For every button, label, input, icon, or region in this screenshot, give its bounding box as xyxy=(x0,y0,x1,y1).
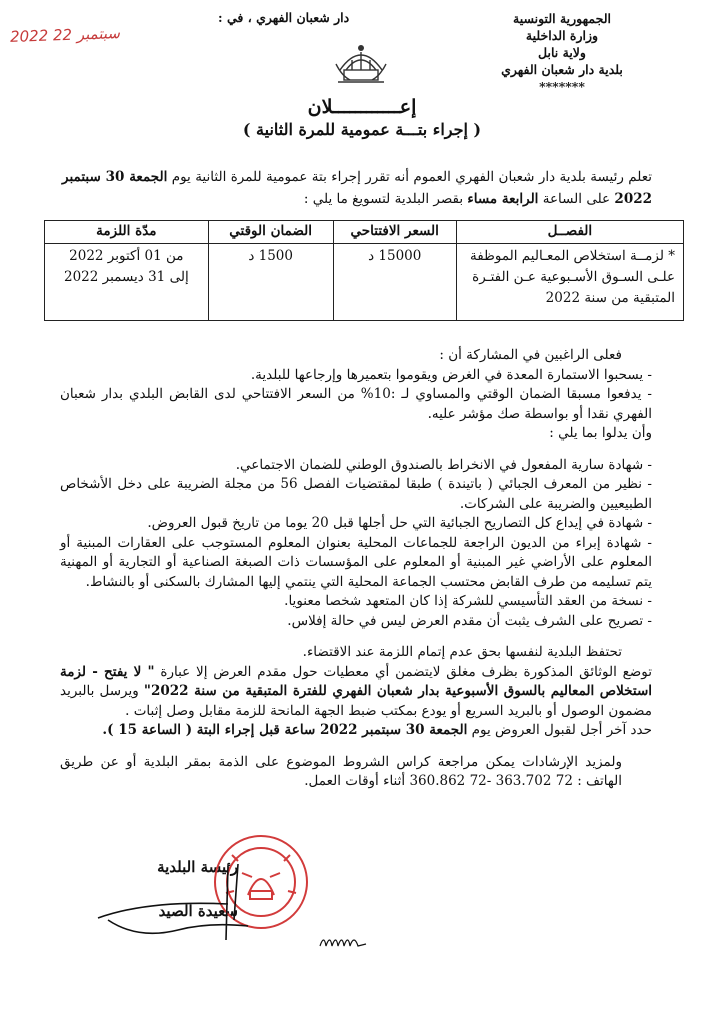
signatory-title: رئيسة البلدية xyxy=(157,858,238,876)
intro-text: تعلم رئيسة بلدية دار شعبان الفهري العموم أنه تقرر إجراء بتة عمومية للمرة الثانية يوم xyxy=(171,169,652,185)
announcement-title: إعــــــــــــلان xyxy=(307,96,417,118)
concession-table xyxy=(44,220,684,321)
paragraph: - نسخة من العقد التأسيسي للشركة إذا كان المتعهد شخصا معنويا. xyxy=(284,593,652,609)
table-header: السعر الافتتاحي xyxy=(333,221,456,244)
envelope-label: " لا يفتح - لزمة استخلاص المعاليم بالسوق الأسبوعية بدار شعبان الفهري للفترة المتبقية من سنة 2022" xyxy=(60,663,653,699)
table-row xyxy=(45,244,684,321)
paragraph: - يدفعوا مسبقا الضمان الوقتي والمساوي لـ :10% من السعر الافتتاحي لدى القابض البلدي بدار شعبان الفهري نقدا أو بواسطة صك مؤشر عليه. xyxy=(60,386,652,422)
intro-date: الجمعة 30 سبتمبر 2022 xyxy=(62,169,652,207)
issuer-header xyxy=(462,10,662,95)
intro-text-3: بقصر البلدية لتسويغ ما يلي : xyxy=(303,191,464,207)
intro-time: الرابعة مساء xyxy=(467,191,539,207)
conditions-body xyxy=(60,346,652,792)
announcement-subtitle: ( إجراء بتـــة عمومية للمرة الثانية ) xyxy=(242,120,482,139)
paragraph: - شهادة إبراء من الديون الراجعة للجماعات المحلية بعنوان المعلوم المستوجب على العقارات المبنية أو المعلوم على الأراضي غير المبنية أو المعلوم على المؤسسات ذات الصبغة الصناعية أو التجارية أو المهنية يتم تسليمه من طرف القابض محتسب الجماعة المحلية التي ينتمي إليها المشارك بالسكنى أو بالنشاط. xyxy=(60,534,652,590)
table-header: الضمان الوقتي xyxy=(208,221,333,244)
header-line: وزارة الداخلية xyxy=(525,28,599,43)
envelope-text: توضع الوثائق المذكورة بظرف مغلق لايتضمن أي معطيات حول مقدم العرض إلا عبارة xyxy=(160,663,652,680)
item-cell: * لزمــة استخلاص المعـاليم الموظفة علـى السـوق الأسـبوعية عـن الفتـرة المتبقية من سنة 2022 xyxy=(456,244,683,321)
paragraph: ولمزيد الإرشادات يمكن مراجعة كراس الشروط الموضوع على الذمة بمقر البلدية أو عن طريق الهاتف : 72 363.702 -72 360.862 أثناء أوقات العمل. xyxy=(60,753,622,789)
paragraph xyxy=(60,663,652,722)
paragraph: - يسحبوا الاستمارة المعدة في الغرض ويقوموا بتعميرها وإرجاعها للبلدية. xyxy=(250,366,652,383)
paragraph: - شهادة سارية المفعول في الانخراط بالصندوق الوطني للضمان الاجتماعي. xyxy=(235,456,652,473)
table-header: مدّة اللزمة xyxy=(45,221,209,244)
signatory-name: سعيدة الصيد xyxy=(158,902,238,920)
paragraph: وأن يدلوا بما يلي : xyxy=(549,425,652,441)
paragraph: - نظير من المعرف الجبائي ( باتيندة ) طبقا لمقتضيات الفصل 56 من مجلة الضريبة على دخل الأشخاص الطبيعيين والضريبة على الشركات. xyxy=(60,476,652,512)
header-line: بلدية دار شعبان الفهري xyxy=(501,62,623,77)
handwritten-signature-icon xyxy=(78,860,258,950)
deadline-text: حدد آخر أجل لقبول العروض يوم xyxy=(471,722,652,738)
duration-to: إلى 31 ديسمبر 2022 xyxy=(64,269,189,285)
paragraph: - تصريح على الشرف يثبت أن مقدم العرض ليس في حالة إفلاس. xyxy=(287,612,652,629)
place-date: دار شعبان الفهري ، في : xyxy=(218,10,350,25)
initials-signature-icon xyxy=(318,930,368,952)
header-line: الجمهورية التونسية xyxy=(513,11,611,26)
header-line: ولاية نابل xyxy=(538,45,586,60)
paragraph: تحتفظ البلدية لنفسها بحق عدم إتمام اللزمة عند الاقتضاء. xyxy=(302,644,622,660)
envelope-text-2: ويرسل بالبريد مضمون الوصول أو بالبريد السريع أو يودع بمكتب ضبط الجهة المانحة للزمة مقابل وصل إثبات . xyxy=(60,683,652,719)
duration-from: من 01 أكتوبر 2022 xyxy=(69,248,184,264)
paragraph xyxy=(60,721,652,741)
duration-cell xyxy=(45,244,209,321)
price-cell: 15000 د xyxy=(333,244,456,321)
deadline-date: الجمعة 30 سبتمبر 2022 ساعة قبل إجراء البتة ( الساعة 15 ). xyxy=(102,722,468,738)
intro-paragraph xyxy=(62,166,652,210)
handwritten-date: 2022 سبتمبر 22 xyxy=(9,24,121,46)
table-header: الفصــل xyxy=(456,221,683,244)
intro-text-2: على الساعة xyxy=(542,191,611,207)
paragraph: فعلى الراغبين في المشاركة أن : xyxy=(439,347,622,363)
paragraph: - شهادة في إيداع كل التصاريح الجبائية التي حل أجلها قبل 20 يوما من تاريخ قبول العروض. xyxy=(147,515,652,531)
municipal-emblem-icon xyxy=(330,30,392,92)
header-line: ******* xyxy=(539,79,585,94)
deposit-cell: 1500 د xyxy=(208,244,333,321)
